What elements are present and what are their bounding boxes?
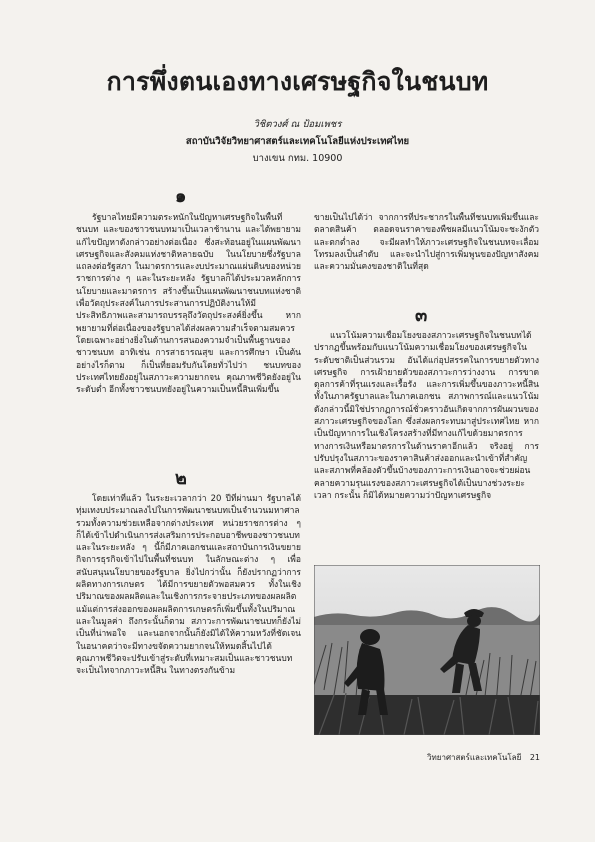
- section-1-continued-paragraph: ขายเป็นไปได้ว่า จากการที่ประชากรในพื้นที่ชนบทเพิ่มขึ้นและตลาดสินค้า ตลอดจนราคาของพืชผลมีแนวโน้มจะชะงักตัวและตกต่ำลง จะมีผลทำให้ภาวะเศรษฐกิจในชนบทจะเลื่อมโทรมลงเป็นลำดับ และจะนำไปสู่การเพิ่มพูนของปัญหาสังคมและความมั่นคงของชาติในที่สุด: [314, 213, 539, 273]
- rice-harvest-photo: [314, 565, 540, 735]
- page-footer: [400, 751, 540, 764]
- author-address: บางเขน กทม. 10900: [252, 153, 343, 164]
- section-number-1: ๑: [175, 186, 187, 207]
- journal-name: วิทยาศาสตร์และเทคโนโลยี: [427, 753, 522, 762]
- article-title: การพึ่งตนเองทางเศรษฐกิจในชนบท: [106, 67, 489, 96]
- section-3-body: [314, 330, 539, 552]
- section-1-body: [76, 212, 301, 444]
- section-number-3: ๓: [415, 305, 428, 326]
- section-3-paragraph: แนวโน้มความเชื่อมโยงของสภาวะเศรษฐกิจในชนบทได้ปรากฏขึ้นพร้อมกับแนวโน้มความเชื่อมโยงของเศรษฐกิจในระดับชาติเป็นส่วนรวม อันได้แก่อุปสรรคในการขยายตัวทางเศรษฐกิจ การเฝ้ายายตัวของสภาวะการว่างงาน การขาดดุลการค้าที่รุนแรงและเรื้อรัง และการเพิ่มขึ้นของภาวะหนี้สินทั้งในภาครัฐบาลและในภาคเอกชน สภาพการณ์และแนวโน้มดังกล่าวนี้มิใช่ปรากฏการณ์ชั่วคราวอันเกิดจากการผันผวนของสภาวะเศรษฐกิจของโลก ซึ่งส่งผลกระทบมาสู่ประเทศไทย หากเป็นปัญหาการในเชิงโครงสร้างที่มีทางแก้ไขด้วยมาตรการทางการเงินหรือมาตรการในด้านราคาอีกแล้ว จริงอยู่ การปรับปรุงในสภาวะของราคาสินค้าส่งออกและนำเข้าที่สำคัญ และสภาพที่คล้องตัวขึ้นบ้างของภาวะการเงินอาจจะช่วยผ่อนคลายความรุนแรงของสภาวะเศรษฐกิจได้เป็นบางช่วงระยะเวลา กระนั้น ก็มิได้หมายความว่าปัญหาเศรษฐกิจ: [314, 331, 539, 501]
- section-2-body: [76, 493, 301, 738]
- author-name: วิชิตวงศ์ ณ ป้อมเพชร: [253, 119, 342, 130]
- section-number-2: ๒: [175, 468, 187, 489]
- section-1-paragraph: รัฐบาลไทยมีความตระหนักในปัญหาเศรษฐกิจในพื้นที่ชนบท และของชาวชนบทมาเป็นเวลาช้านาน และได้พยายามแก้ไขปัญหาดังกล่าวอย่างต่อเนื่อง ซึ่งสะท้อนอยู่ในแผนพัฒนาเศรษฐกิจและสังคมแห่งชาติหลายฉบับ ในนโยบายซึ่งรัฐบาลแถลงต่อรัฐสภา ในมาตรการและงบประมาณแผ่นดินของหน่วยราชการต่าง ๆ และในระยะหลัง รัฐบาลก็ได้ประมวลหลักการ นโยบายและมาตรการ สร้างขึ้นเป็นแผนพัฒนาชนบทแห่งชาติ เพื่อวัตถุประสงค์ในการประสานการปฏิบัติงานให้มีประสิทธิภาพและสามารถบรรลุถึงวัตถุประสงค์ยิ่งขึ้น หากพยายามที่ต่อเนื่องของรัฐบาลได้ส่งผลความสำเร็จตามสมควร โดยเฉพาะอย่างยิ่งในด้านการสนองความจำเป็นพื้นฐานของชาวชนบท อาทิเช่น การสาธารณสุข และการศึกษา เป็นต้น อย่างไรก็ตาม ก็เป็นที่ยอมรับกันโดยทั่วไปว่า ชนบทของประเทศไทยยังอยู่ในสภาวะความยากจน คุณภาพชีวิตยังอยู่ในระดับต่ำ อีกทั้งชาวชนบทยังอยู่ในความเป็นหนี้สินเพิ่มขึ้น: [76, 213, 301, 396]
- author-affiliation: สถาบันวิจัยวิทยาศาสตร์และเทคโนโลยีแห่งประเทศไทย: [185, 136, 410, 147]
- section-2-paragraph: โดยเท่าที่แล้ว ในระยะเวลากว่า 20 ปีที่ผ่านมา รัฐบาลได้ทุ่มเทงบประมาณลงไปในการพัฒนาชนบทเป็นจำนวนมหาศาลรวมทั้งความช่วยเหลือจากต่างประเทศ หน่วยราชการต่าง ๆ ก็ได้เข้าไปดำเนินการส่งเสริมการประกอบอาชีพของชาวชนบท และในระยะหลัง ๆ นี้ก็มีภาคเอกชนและสถาบันการเงินขยายกิจการธุรกิจเข้าไปในพื้นที่ชนบท ในลักษณะต่าง ๆ เพื่อสนับสนุนนโยบายของรัฐบาล ยิ่งไปกว่านั้น ก็ยังปรากฏว่าการผลิตทางการเกษตร ได้มีการขยายตัวพอสมควร ทั้งในเชิงปริมาณของผลผลิตและในเชิงการกระจายประเภทของผลผลิต แม้แต่การส่งออกของผลผลิตการเกษตรก็เพิ่มขึ้นทั้งในปริมาณและในมูลค่า ถึงกระนั้นก็ตาม สภาวะการพัฒนาชนบทก็ยังไม่เป็นที่น่าพอใจ และนอกจากนั้นก็ยังมิได้ให้ความหวังที่ชัดเจนในอนาคตว่าจะมีทางขจัดความยากจนให้หมดสิ้นไปได้ คุณภาพชีวิตจะปรับเข้าสู่ระดับที่เหมาะสมเป็นและชาวชนบทจะเป็นไทจากภาวะหนี้สิน ในทางตรงกันข้าม: [76, 494, 301, 677]
- rice-harvest-image: [314, 565, 540, 735]
- page-number: 21: [529, 753, 540, 762]
- section-1-continued: [314, 212, 539, 286]
